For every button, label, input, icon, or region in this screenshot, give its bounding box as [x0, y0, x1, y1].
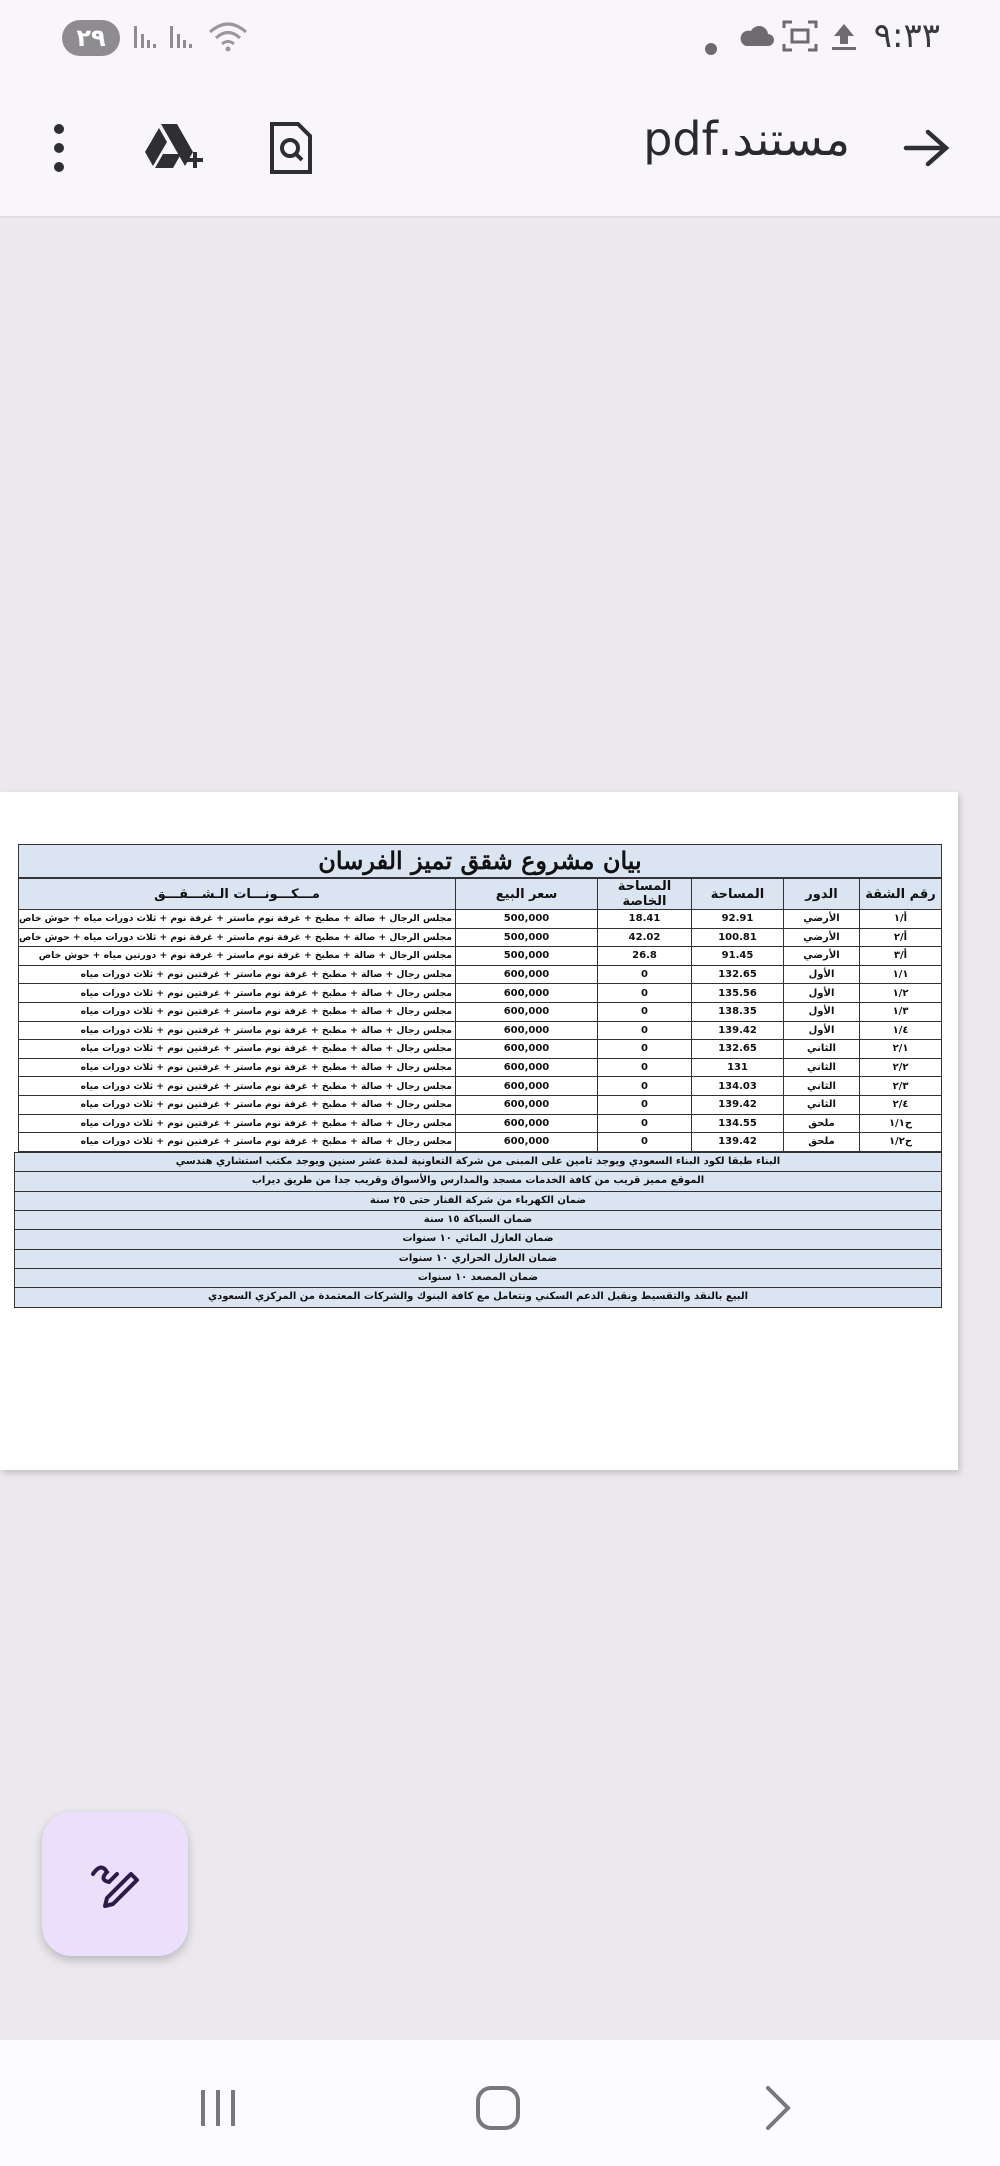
table-header-row	[19, 879, 942, 910]
cloud-icon	[736, 18, 776, 61]
cell-unit: ٢/١	[860, 1040, 942, 1059]
col-area: المساحة	[692, 879, 784, 910]
cell-floor: الثاني	[784, 1058, 860, 1077]
table-row	[19, 965, 942, 984]
cell-price: 600,000	[456, 1077, 598, 1096]
cell-private-area: 0	[598, 1133, 692, 1152]
arrow-right-icon[interactable]	[890, 108, 964, 188]
table-row	[19, 1040, 942, 1059]
cell-unit: ٢/٣	[860, 1077, 942, 1096]
cell-area: 139.42	[692, 1021, 784, 1040]
cell-components: مجلس رجال + صالة + مطبخ + غرفة نوم ماستر + غرفتين نوم + ثلاث دورات مياه	[19, 965, 456, 984]
cell-price: 600,000	[456, 1133, 598, 1152]
cell-floor: الأرضي	[784, 910, 860, 929]
note-line: ضمان العازل المائي ١٠ سنوات	[14, 1230, 942, 1249]
cell-floor: ملحق	[784, 1133, 860, 1152]
col-floor: الدور	[784, 879, 860, 910]
note-line: ضمان العازل الحراري ١٠ سنوات	[14, 1250, 942, 1269]
note-line: ضمان السباكة ١٥ سنة	[14, 1211, 942, 1230]
cell-price: 600,000	[456, 1095, 598, 1114]
cell-area: 91.45	[692, 947, 784, 966]
note-line: ضمان المصعد ١٠ سنوات	[14, 1269, 942, 1288]
cell-components: مجلس رجال + صالة + مطبخ + غرفة نوم ماستر + غرفتين نوم + ثلاث دورات مياه	[19, 1058, 456, 1077]
table-row	[19, 947, 942, 966]
cell-private-area: 0	[598, 984, 692, 1003]
cell-price: 600,000	[456, 1114, 598, 1133]
cell-unit: أ/٣	[860, 947, 942, 966]
wifi-icon	[206, 18, 250, 61]
note-line: البناء طبقا لكود البناء السعودي ويوجد تامين على المبنى من شركة التعاونية لمدة عشر سنين ويوجد مكتب استشاري هندسي	[14, 1152, 942, 1172]
navigation-bar	[0, 2040, 1000, 2166]
add-to-drive-icon[interactable]	[134, 108, 214, 188]
cell-floor: الثاني	[784, 1040, 860, 1059]
cell-unit: ٢/٤	[860, 1095, 942, 1114]
cell-private-area: 0	[598, 1040, 692, 1059]
table-row	[19, 928, 942, 947]
upload-icon	[826, 18, 862, 61]
cell-floor: ملحق	[784, 1114, 860, 1133]
cell-unit: أ/١	[860, 910, 942, 929]
table-row	[19, 1133, 942, 1152]
cell-private-area: 42.02	[598, 928, 692, 947]
cell-floor: الثاني	[784, 1095, 860, 1114]
cell-area: 139.42	[692, 1095, 784, 1114]
cell-floor: الأرضي	[784, 947, 860, 966]
table-row	[19, 984, 942, 1003]
cell-components: مجلس رجال + صالة + مطبخ + غرفة نوم ماستر + غرفتين نوم + ثلاث دورات مياه	[19, 1040, 456, 1059]
cell-floor: الأول	[784, 965, 860, 984]
cell-area: 134.55	[692, 1114, 784, 1133]
cell-unit: ح١/١	[860, 1114, 942, 1133]
cell-area: 100.81	[692, 928, 784, 947]
cell-unit: أ/٢	[860, 928, 942, 947]
cell-components: مجلس رجال + صالة + مطبخ + غرفة نوم ماستر + غرفتين نوم + ثلاث دورات مياه	[19, 1133, 456, 1152]
cell-private-area: 0	[598, 1095, 692, 1114]
cell-private-area: 0	[598, 965, 692, 984]
recent-apps-icon[interactable]	[178, 2078, 258, 2138]
cell-components: مجلس رجال + صالة + مطبخ + غرفة نوم ماستر + غرفتين نوم + ثلاث دورات مياه	[19, 1114, 456, 1133]
cell-components: مجلس رجال + صالة + مطبخ + غرفة نوم ماستر + غرفتين نوم + ثلاث دورات مياه	[19, 1002, 456, 1021]
cell-components: مجلس رجال + صالة + مطبخ + غرفة نوم ماستر + غرفتين نوم + ثلاث دورات مياه	[19, 1095, 456, 1114]
cell-floor: الأرضي	[784, 928, 860, 947]
cell-price: 500,000	[456, 910, 598, 929]
col-unit: رقم الشقة	[860, 879, 942, 910]
signal-icon	[132, 22, 168, 59]
cell-components: مجلس رجال + صالة + مطبخ + غرفة نوم ماستر + غرفتين نوم + ثلاث دورات مياه	[19, 1021, 456, 1040]
cell-area: 134.03	[692, 1077, 784, 1096]
dot-icon	[704, 30, 718, 63]
table-row	[19, 1095, 942, 1114]
col-price: سعر البيع	[456, 879, 598, 910]
cell-unit: ١/٢	[860, 984, 942, 1003]
screenshot-icon	[780, 18, 820, 61]
cell-unit: ١/٣	[860, 1002, 942, 1021]
cell-unit: ١/١	[860, 965, 942, 984]
cell-price: 600,000	[456, 984, 598, 1003]
cell-private-area: 26.8	[598, 947, 692, 966]
cell-area: 131	[692, 1058, 784, 1077]
app-bar	[0, 78, 1000, 218]
notes-block	[14, 1152, 942, 1308]
back-icon[interactable]	[738, 2078, 818, 2138]
edit-pen-icon	[87, 1854, 143, 1914]
cell-private-area: 18.41	[598, 910, 692, 929]
cell-components: مجلس رجال + صالة + مطبخ + غرفة نوم ماستر + غرفتين نوم + ثلاث دورات مياه	[19, 984, 456, 1003]
cell-price: 500,000	[456, 947, 598, 966]
document-heading: بيان مشروع شقق تميز الفرسان	[18, 844, 942, 878]
cell-floor: الأول	[784, 1021, 860, 1040]
table-row	[19, 1077, 942, 1096]
cell-private-area: 0	[598, 1077, 692, 1096]
document-sheet	[18, 844, 942, 1308]
cell-components: مجلس رجال + صالة + مطبخ + غرفة نوم ماستر + غرفتين نوم + ثلاث دورات مياه	[19, 1077, 456, 1096]
note-line: الموقع مميز قريب من كافة الخدمات مسجد والمدارس والأسواق وقريب جدا من طريق ديراب	[14, 1172, 942, 1191]
col-components: مـــكـــونـــات الـشـــقـــق	[19, 879, 456, 910]
cell-area: 139.42	[692, 1133, 784, 1152]
cell-unit: ح١/٢	[860, 1133, 942, 1152]
col-private-area: المساحة الخاصة	[598, 879, 692, 910]
note-line: البيع بالنقد والتقسيط ونقبل الدعم السكني ونتعامل مع كافة البنوك والشركات المعتمدة من المركزي السعودي	[14, 1288, 942, 1307]
cell-private-area: 0	[598, 1002, 692, 1021]
cell-area: 132.65	[692, 965, 784, 984]
cell-price: 600,000	[456, 1058, 598, 1077]
cell-area: 138.35	[692, 1002, 784, 1021]
cell-private-area: 0	[598, 1058, 692, 1077]
table-row	[19, 1058, 942, 1077]
cell-area: 92.91	[692, 910, 784, 929]
more-vertical-icon[interactable]	[24, 108, 94, 188]
table-row	[19, 1002, 942, 1021]
cell-price: 600,000	[456, 965, 598, 984]
cell-unit: ١/٤	[860, 1021, 942, 1040]
table-row	[19, 910, 942, 929]
cell-private-area: 0	[598, 1021, 692, 1040]
cell-price: 600,000	[456, 1021, 598, 1040]
cell-components: مجلس الرجال + صالة + مطبخ + غرفة نوم ماستر + غرفة نوم + دورتين مياه + حوش خاص	[19, 947, 456, 966]
cell-area: 132.65	[692, 1040, 784, 1059]
battery-indicator: ٢٩	[62, 20, 120, 56]
clock: ٩:٣٣	[873, 16, 940, 56]
signal-icon	[168, 22, 204, 59]
note-line: ضمان الكهرباء من شركة الفنار حتى ٢٥ سنة	[14, 1192, 942, 1211]
cell-price: 500,000	[456, 928, 598, 947]
cell-components: مجلس الرجال + صالة + مطبخ + غرفة نوم ماستر + غرفة نوم + ثلاث دورات مياه + حوش خاص	[19, 928, 456, 947]
pdf-page	[0, 792, 958, 1470]
edit-fab-button[interactable]	[42, 1812, 188, 1956]
status-bar	[0, 0, 1000, 78]
cell-floor: الأول	[784, 1002, 860, 1021]
cell-components: مجلس الرجال + صالة + مطبخ + غرفة نوم ماستر + غرفة نوم + ثلاث دورات مياه + حوش خاص	[19, 910, 456, 929]
cell-private-area: 0	[598, 1114, 692, 1133]
cell-price: 600,000	[456, 1040, 598, 1059]
cell-floor: الثاني	[784, 1077, 860, 1096]
cell-area: 135.56	[692, 984, 784, 1003]
document-title: مستند.pdf	[643, 112, 850, 166]
search-document-icon[interactable]	[256, 108, 326, 188]
apartments-table	[18, 878, 942, 1152]
cell-unit: ٢/٢	[860, 1058, 942, 1077]
table-row	[19, 1021, 942, 1040]
pdf-viewer[interactable]	[0, 218, 1000, 2040]
cell-price: 600,000	[456, 1002, 598, 1021]
home-icon[interactable]	[458, 2078, 538, 2138]
table-row	[19, 1114, 942, 1133]
cell-floor: الأول	[784, 984, 860, 1003]
